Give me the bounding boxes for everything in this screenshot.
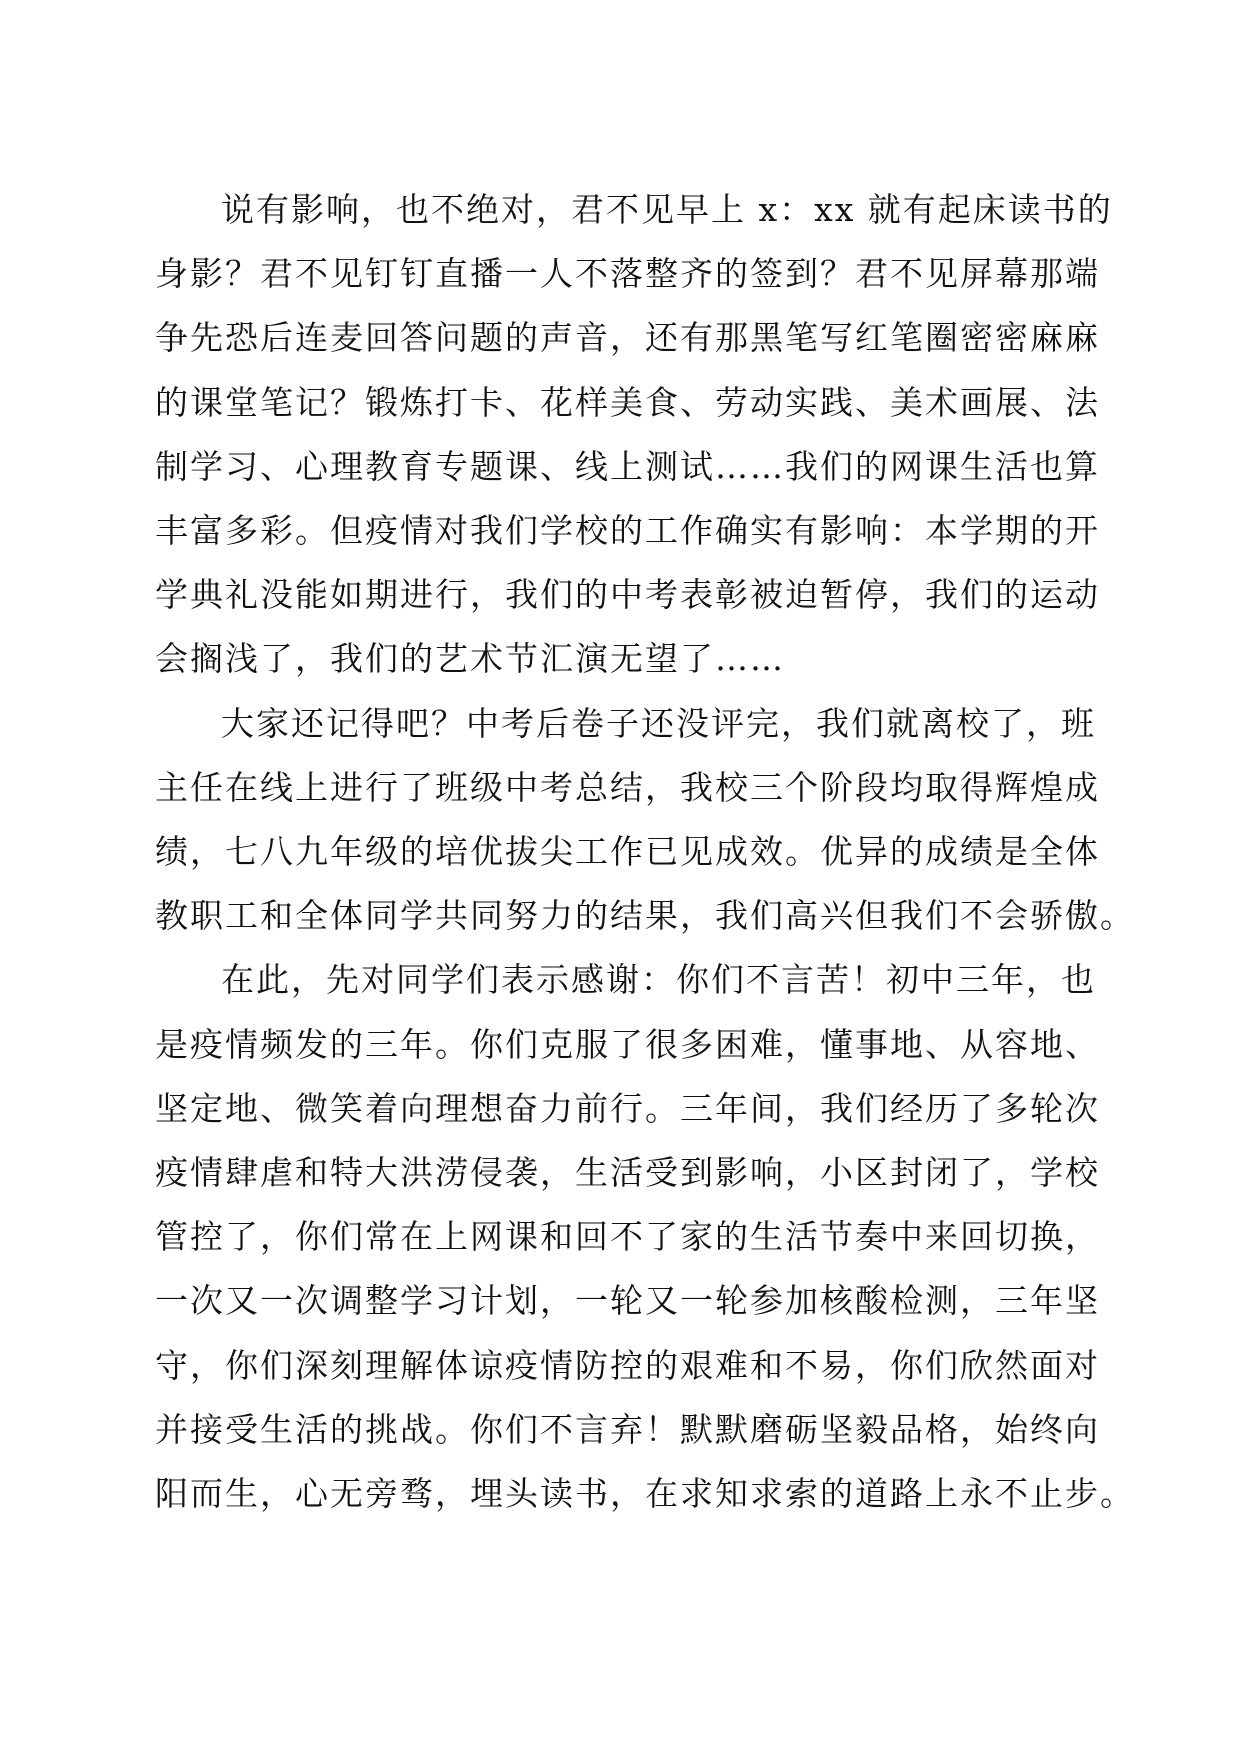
text-line: 绩，七八九年级的培优拔尖工作已见成效。优异的成绩是全体 bbox=[155, 832, 1100, 871]
text-line: 说有影响，也不绝对，君不见早上 x：xx 就有起床读书的 bbox=[221, 190, 1113, 229]
text-line: 学典礼没能如期进行，我们的中考表彰被迫暂停，我们的运动 bbox=[155, 575, 1100, 615]
text-line: 会搁浅了，我们的艺术节汇演无望了…… bbox=[155, 639, 785, 679]
text-line: 主任在线上进行了班级中考总结，我校三个阶段均取得辉煌成 bbox=[155, 767, 1100, 807]
text-line: 教职工和全体同学共同努力的结果，我们高兴但我们不会骄傲。 bbox=[155, 896, 1135, 936]
text-line: 守，你们深刻理解体谅疫情防控的艰难和不易，你们欣然面对 bbox=[155, 1345, 1100, 1385]
text-line: 在此，先对同学们表示感谢：你们不言苦！初中三年，也 bbox=[221, 960, 1096, 1000]
text-line: 的课堂笔记？锻炼打卡、花样美食、劳动实践、美术画展、法 bbox=[155, 382, 1100, 422]
text-line: 争先恐后连麦回答问题的声音，还有那黑笔写红笔圈密密麻麻 bbox=[155, 318, 1100, 358]
text-line: 疫情肆虐和特大洪涝侵袭，生活受到影响，小区封闭了，学校 bbox=[155, 1153, 1100, 1192]
text-line: 丰富多彩。但疫情对我们学校的工作确实有影响：本学期的开 bbox=[155, 511, 1100, 550]
text-line: 坚定地、微笑着向理想奋力前行。三年间，我们经历了多轮次 bbox=[155, 1088, 1100, 1128]
text-line: 制学习、心理教育专题课、线上测试……我们的网课生活也算 bbox=[155, 446, 1100, 486]
text-line: 大家还记得吧？中考后卷子还没评完，我们就离校了，班 bbox=[221, 703, 1096, 743]
text-line: 一次又一次调整学习计划，一轮又一轮参加核酸检测，三年坚 bbox=[155, 1281, 1100, 1321]
text-line: 管控了，你们常在上网课和回不了家的生活节奏中来回切换， bbox=[155, 1217, 1100, 1257]
text-line: 并接受生活的挑战。你们不言弃！默默磨砺坚毅品格，始终向 bbox=[155, 1409, 1100, 1449]
text-line: 身影？君不见钉钉直播一人不落整齐的签到？君不见屏幕那端 bbox=[155, 254, 1100, 294]
text-line: 阳而生，心无旁骛，埋头读书，在求知求索的道路上永不止步。 bbox=[155, 1474, 1135, 1513]
text-line: 是疫情频发的三年。你们克服了很多困难，懂事地、从容地、 bbox=[155, 1024, 1100, 1064]
